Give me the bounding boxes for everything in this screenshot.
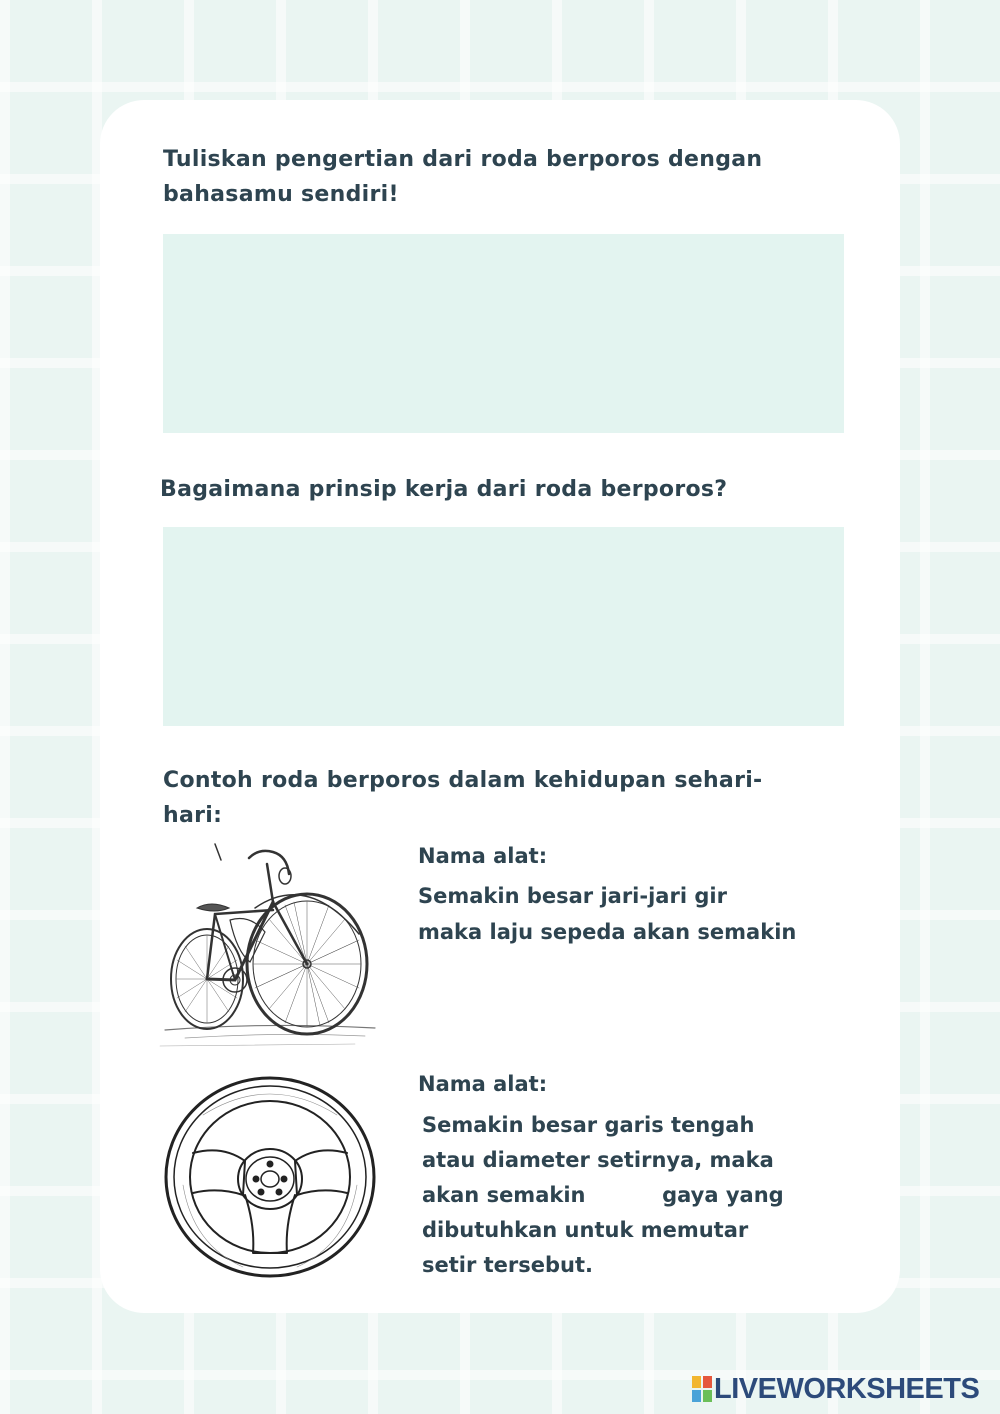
steering-description — [422, 1108, 784, 1283]
tool-name-label-2: Nama alat: — [418, 1072, 548, 1096]
bicycle-description — [418, 878, 796, 950]
tool-name-label-1: Nama alat: — [418, 844, 548, 868]
steering-description-line-3 — [422, 1178, 784, 1213]
question-2: Bagaimana prinsip kerja dari roda berporos? — [160, 477, 728, 502]
question-1-line-2: bahasamu sendiri! — [163, 182, 399, 207]
answer-box-1[interactable] — [163, 234, 844, 433]
bicycle-description-line-1: Semakin besar jari-jari gir — [418, 884, 727, 908]
answer-box-2[interactable] — [163, 527, 844, 726]
examples-heading-line-2: hari: — [163, 803, 223, 828]
examples-heading — [163, 763, 763, 833]
steering-description-line-1: Semakin besar garis tengah — [422, 1113, 755, 1137]
question-1-line-1: Tuliskan pengertian dari roda berporos dengan — [163, 147, 763, 172]
question-1 — [163, 142, 762, 212]
blank-input-steering[interactable] — [593, 1178, 655, 1213]
steering-line-3-end: gaya yang — [662, 1183, 784, 1207]
bicycle-description-line-2: maka laju sepeda akan semakin — [418, 920, 797, 944]
steering-wheel-illustration — [163, 1075, 378, 1280]
examples-heading-line-1: Contoh roda berporos dalam kehidupan sehari- — [163, 768, 763, 793]
steering-description-line-4: dibutuhkan untuk memutar — [422, 1218, 749, 1242]
bicycle-illustration — [155, 842, 380, 1052]
steering-line-3-start: akan semakin — [422, 1183, 586, 1207]
logo-text: LIVEWORKSHEETS — [714, 1372, 980, 1405]
liveworksheets-logo — [692, 1373, 979, 1405]
logo-icon — [692, 1376, 712, 1402]
steering-description-line-5: setir tersebut. — [422, 1253, 594, 1277]
steering-description-line-2: atau diameter setirnya, maka — [422, 1148, 774, 1172]
